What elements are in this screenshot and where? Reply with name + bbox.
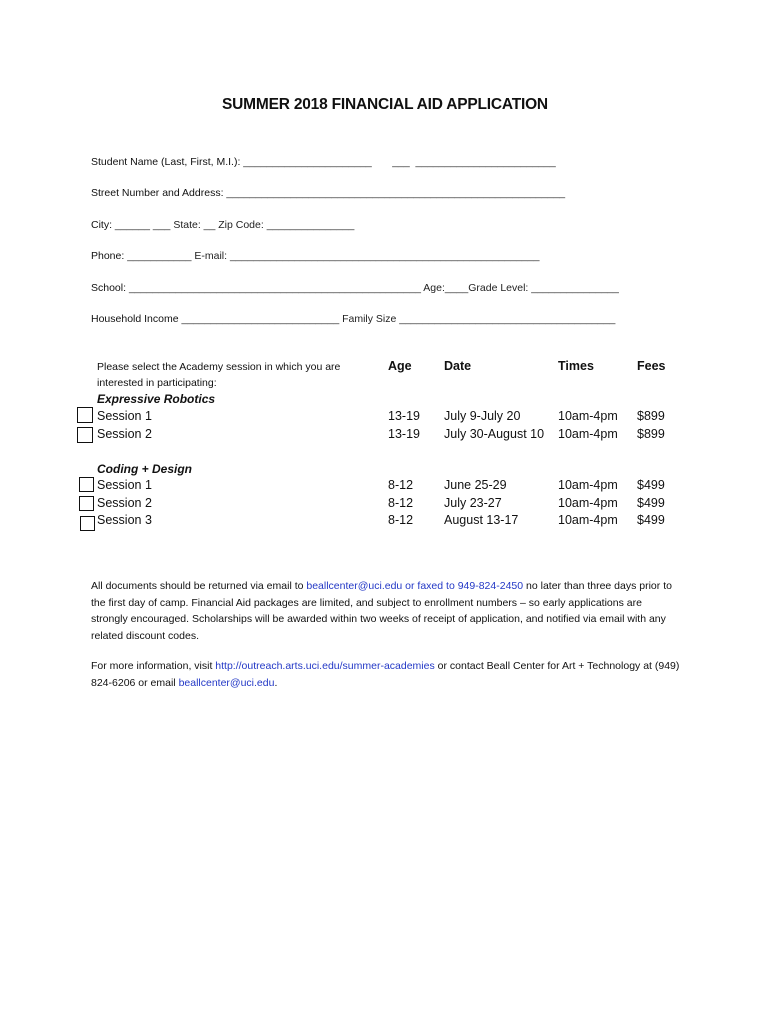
phone-label: Phone: <box>91 250 125 262</box>
income-family-size-blank[interactable]: ___________________________ Family Size _____________________________________ <box>181 313 616 325</box>
coding-session-3-age: 8-12 <box>388 513 414 527</box>
coding-session-1-label: Session 1 <box>97 478 152 492</box>
robotics-session-2-fee: $899 <box>637 427 665 441</box>
group-title-expressive-robotics: Expressive Robotics <box>97 392 216 406</box>
household-income-field[interactable] <box>91 313 615 325</box>
school-label: School: <box>91 282 127 294</box>
age-header: Age <box>388 359 412 373</box>
robotics-session-1-age: 13-19 <box>388 409 420 423</box>
robotics-session-1-date: July 9-July 20 <box>444 409 521 423</box>
street-address-label: Street Number and Address: <box>91 187 224 199</box>
date-header: Date <box>444 359 472 373</box>
more-info-text-end: . <box>274 676 278 689</box>
beallcenter-email-link[interactable]: beallcenter@uci.edu <box>178 676 275 689</box>
robotics-session-2-age: 13-19 <box>388 427 420 441</box>
robotics-session-1-time: 10am-4pm <box>558 409 618 423</box>
more-info-paragraph <box>91 658 681 691</box>
more-info-text-middle: or contact Beall Center for Art + Technology at (949) 824-6206 or email <box>91 660 680 689</box>
summer-academies-link[interactable]: http://outreach.arts.uci.edu/summer-academies <box>215 660 435 672</box>
checkbox-robotics-session-1[interactable] <box>77 407 93 423</box>
session-intro-text: Please select the Academy session in which you are interested in participating: <box>97 361 341 389</box>
robotics-session-2-date: July 30-August 10 <box>444 427 545 441</box>
checkbox-coding-session-3[interactable] <box>80 516 95 531</box>
checkbox-coding-session-1[interactable] <box>79 477 94 492</box>
phone-email-blank[interactable]: ___________ E-mail: _____________________________________________________ <box>127 250 540 262</box>
robotics-session-2-time: 10am-4pm <box>558 427 618 441</box>
coding-session-1-fee: $499 <box>637 478 665 492</box>
checkbox-coding-session-2[interactable] <box>79 496 94 511</box>
street-address-blank[interactable]: __________________________________________________________ <box>226 187 566 199</box>
city-state-zip-field[interactable] <box>91 219 354 231</box>
student-name-blank[interactable]: ______________________ ___ ________________________ <box>243 156 556 168</box>
coding-session-3-label: Session 3 <box>97 513 152 527</box>
coding-session-1-age: 8-12 <box>388 478 414 492</box>
coding-session-3-fee: $499 <box>637 513 665 527</box>
phone-email-field[interactable] <box>91 250 539 262</box>
household-income-label: Household Income <box>91 313 179 325</box>
coding-session-2-fee: $499 <box>637 496 665 510</box>
robotics-session-2-label: Session 2 <box>97 427 152 441</box>
coding-session-1-date: June 25-29 <box>444 478 507 492</box>
coding-session-3-date: August 13-17 <box>444 513 519 527</box>
student-name-field[interactable] <box>91 156 556 168</box>
coding-session-2-age: 8-12 <box>388 496 414 510</box>
return-text-start: All documents should be returned via email to <box>91 580 307 592</box>
group-title-coding-design: Coding + Design <box>97 462 193 476</box>
coding-session-2-label: Session 2 <box>97 496 152 510</box>
return-instructions-paragraph <box>91 578 681 644</box>
coding-session-3-time: 10am-4pm <box>558 513 618 527</box>
robotics-session-1-fee: $899 <box>637 409 665 423</box>
return-text-rest: no later than three days prior to the first day of camp. Financial Aid packages are limited, and subject to enrollment numbers – so early applications are strongly encouraged. Scholarships will be awarded within two weeks of receipt of application, and notified via email with any related discount codes. <box>91 580 672 642</box>
school-age-grade-blank[interactable]: __________________________________________________ Age:____Grade Level: _______________ <box>128 282 619 294</box>
coding-session-1-time: 10am-4pm <box>558 478 618 492</box>
times-header: Times <box>558 359 594 373</box>
fees-header: Fees <box>637 359 666 373</box>
more-info-text-start: For more information, visit <box>91 660 216 672</box>
city-state-zip-blank[interactable]: ______ ___ State: __ Zip Code: _______________ <box>114 219 355 231</box>
city-label: City: <box>91 219 112 231</box>
page-title: SUMMER 2018 FINANCIAL AID APPLICATION <box>222 96 548 113</box>
email-fax-link[interactable]: beallcenter@uci.edu or faxed to 949-824-2450 <box>306 580 524 592</box>
student-name-label: Student Name (Last, First, M.I.): <box>91 156 241 168</box>
school-field[interactable] <box>91 282 619 294</box>
coding-session-2-date: July 23-27 <box>444 496 502 510</box>
checkbox-robotics-session-2[interactable] <box>77 427 93 443</box>
street-address-field[interactable] <box>91 187 565 199</box>
coding-session-2-time: 10am-4pm <box>558 496 618 510</box>
robotics-session-1-label: Session 1 <box>97 409 152 423</box>
